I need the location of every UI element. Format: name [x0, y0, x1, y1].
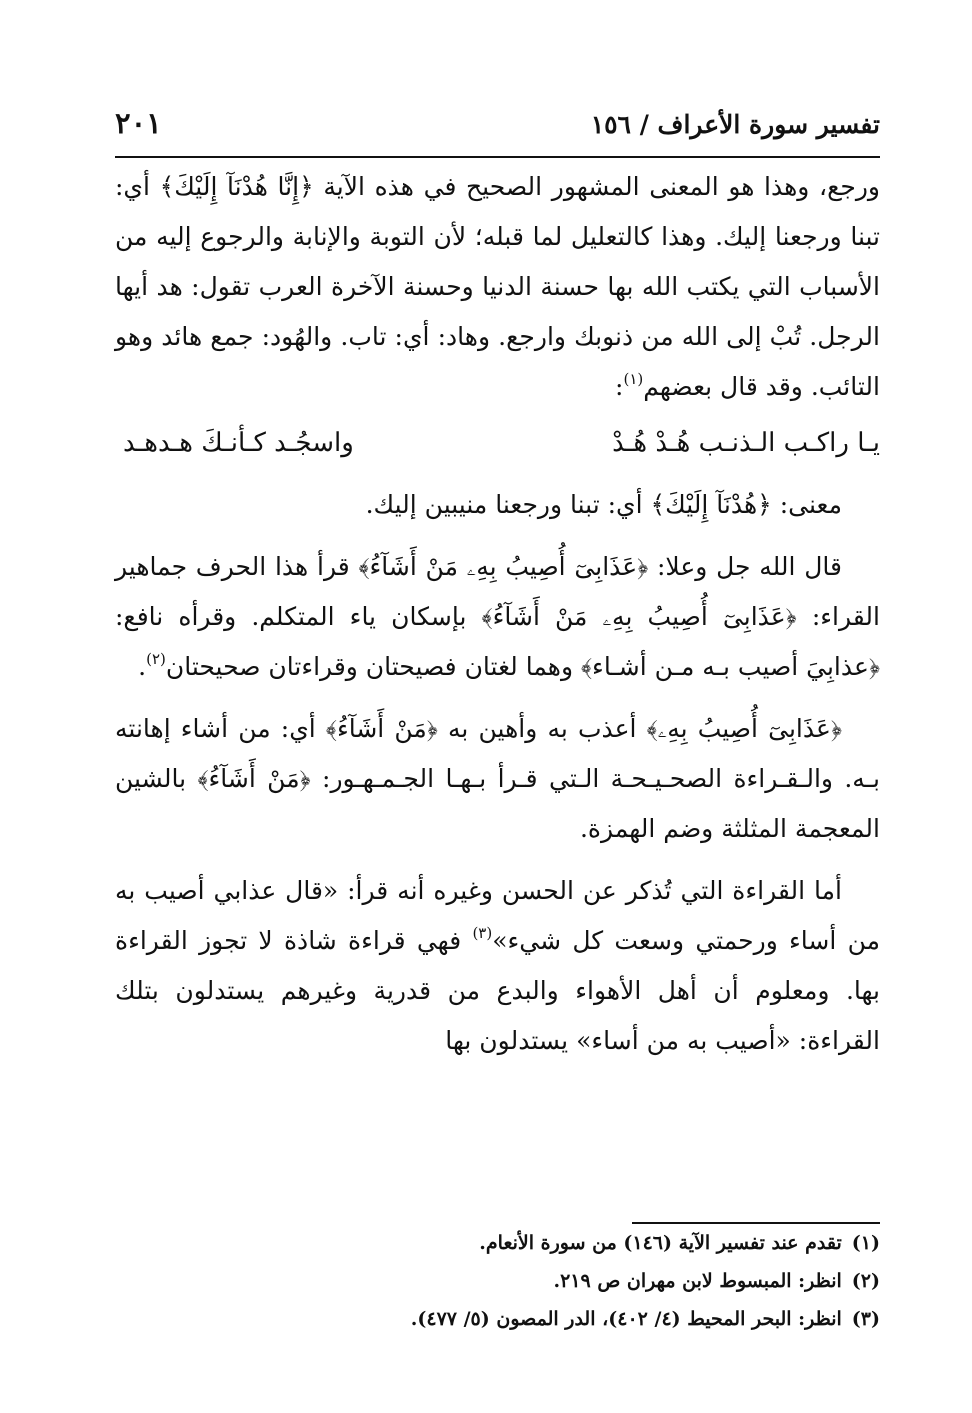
footnotes [115, 1222, 880, 1338]
footnote-3-number: (٣) [851, 1308, 880, 1330]
paragraph-2 [115, 480, 880, 530]
footnote-3-text: انظر: البحر المحيط (٤/ ٤٠٢)، الدر المصون (٥/ ٤٧٧). [410, 1308, 842, 1330]
footnote-1-number: (١) [851, 1232, 880, 1254]
poem-hemistich-left: واسجُـد كـأنـكَ هـدهـد [123, 428, 354, 458]
paragraph-3-text: قال الله جل وعلا: ﴿عَذَابِىٓ أُصِيبُ بِهِۦ مَنْ أَشَآءُ﴾ قرأ هذا الحرف جماهير القراء: ﴿عَذَابِىٓ أُصِيبُ بِهِۦ مَنْ أَشَآءُ﴾ بإسكان ياء المتكلم. وقرأه نافع: ﴿عذابِيَ أصيب بـه مـن أشـاء﴾ وهما لغتان فصيحتان وقراءتان صحيحتان [115, 552, 880, 681]
paragraph-1-text: ورجع، وهذا هو المعنى المشهور الصحيح في هذه الآية ﴿إِنَّا هُدْنَآ إِلَيْكَ﴾ أي: تبنا ورجعنا إليك. وهذا كالتعليل لما قبله؛ لأن التوبة والإنابة والرجوع إليه من الأسباب التي يكتب الله بها حسنة الدنيا وحسنة الآخرة العرب تقول: هد أيها الرجل. تُبْ إلى الله من ذنوبك وارجع. وهاد: أي: تاب. والهُود: جمع هائد وهو التائب. وقد قال بعضهم [115, 172, 880, 401]
footnote-2-number: (٢) [851, 1270, 880, 1292]
footnote-ref-3: (٣) [472, 924, 493, 942]
paragraph-5 [115, 866, 880, 1066]
page-number: ٢٠١ [115, 106, 162, 140]
header-title: تفسير سورة الأعراف / ١٥٦ [590, 110, 880, 139]
paragraph-1-end: : [615, 372, 624, 401]
footnote-1 [115, 1224, 880, 1262]
main-text [115, 162, 880, 1066]
paragraph-5-text-a: أما القراءة التي تُذكر عن الحسن وغيره أنه قرأ: «قال عذابي أصيب به من أساء ورحمتي وسعت كل شيء» [115, 876, 880, 955]
paragraph-3-end: . [138, 652, 147, 681]
footnote-ref-2: (٢) [146, 650, 166, 668]
paragraph-5-text-b: فهي قراءة شاذة لا تجوز القراءة بها. ومعلوم أن أهل الأهواء والبدع من قدرية وغيرهم يستدلون بتلك القراءة: «أصيب به من أساء» يستدلون بها [115, 926, 880, 1055]
poem-verse [115, 418, 880, 468]
footnote-ref-1: (١) [623, 370, 644, 388]
paragraph-1 [115, 162, 880, 412]
footnote-2-text: انظر: المبسوط لابن مهران ص ٢١٩. [553, 1270, 842, 1292]
paragraph-2-text: معنى: ﴿هُدْنَآ إِلَيْكَ﴾ أي: تبنا ورجعنا منيبين إليك. [365, 490, 842, 519]
paragraph-4-text: ﴿عَذَابِىٓ أُصِيبُ بِهِۦ﴾ أعذب به وأهين به ﴿مَنْ أَشَآءُ﴾ أي: من أشاء إهانته بـه. والـقـراءة الصحـيـحـة الـتي قـرأ بـهـا الجـمـهـور: ﴿مَنْ أَشَآءُ﴾ بالشين المعجمة المثلثة وضم الهمزة. [115, 714, 880, 843]
footnote-2 [115, 1262, 880, 1300]
poem-hemistich-right: يـا راكـب الـذنـب هُـدْ هُـدْ [612, 428, 880, 458]
running-head [115, 100, 880, 158]
paragraph-3 [115, 542, 880, 692]
book-page [115, 100, 880, 1380]
footnote-1-text: تقدم عند تفسير الآية (١٤٦) من سورة الأنعام. [479, 1232, 842, 1254]
footnote-3 [115, 1300, 880, 1338]
paragraph-4 [115, 704, 880, 854]
